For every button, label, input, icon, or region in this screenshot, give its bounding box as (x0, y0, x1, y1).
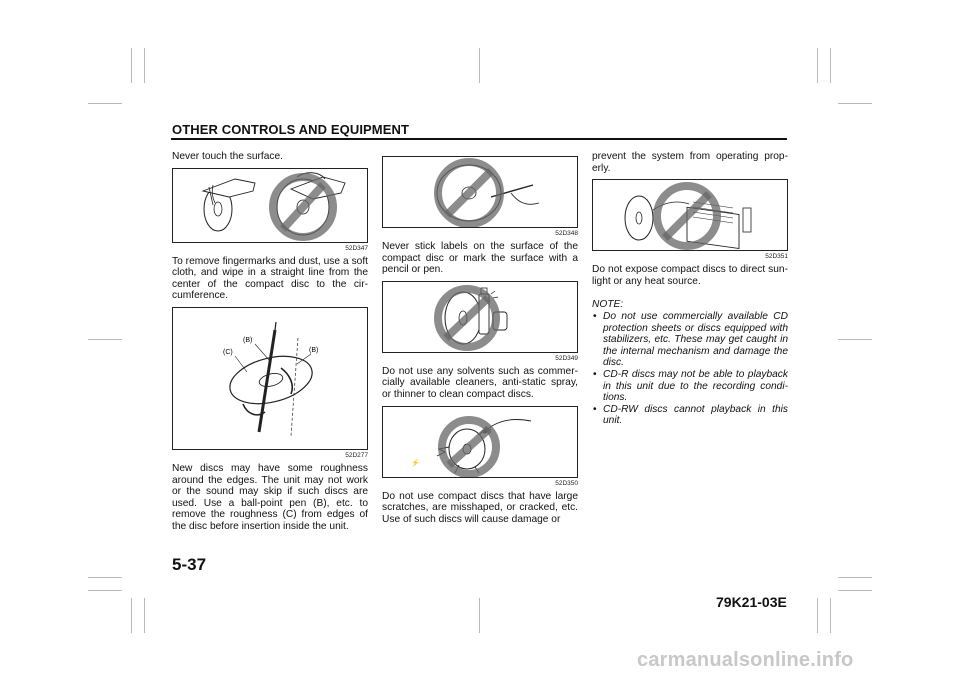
list-item: • Do not use commercially available CD protection sheets or discs equipped with stabilizers, etc. These may get caught in the internal mechanism and damage the disc. (592, 311, 788, 369)
paragraph: Do not use compact discs that have large scratches, are misshaped, or cracked, etc. Use of such discs will cause damage or (382, 490, 578, 525)
label-b-right: (B) (309, 346, 319, 354)
cracked-disc-illustration (383, 407, 577, 477)
crop-mark (838, 339, 872, 340)
column-1 (172, 151, 368, 533)
crop-mark (144, 598, 145, 633)
disc-solvent-illustration (383, 282, 577, 352)
figure-no-sunlight (592, 179, 788, 251)
disc-heat-illustration (593, 180, 787, 250)
figure-code: 52D351 (765, 253, 788, 261)
note-block (592, 299, 788, 427)
figure-code: 52D277 (345, 451, 368, 459)
paragraph: Do not use any solvents such as commer-cially available cleaners, anti-static spray, or thinner to clean compact discs. (382, 365, 578, 400)
crop-mark (88, 590, 122, 591)
column-3 (592, 151, 788, 427)
paragraph: New discs may have some roughness around the edges. The unit may not work or the sound may skip if such discs are used. Use a ball-point pen (B), etc. to remove the roughness (C) from edges of the disc before insertion inside the unit. (172, 462, 368, 532)
figure-code: 52D350 (555, 479, 578, 487)
paragraph: prevent the system from operating prop-erly. (592, 151, 788, 174)
cd-handling-illustration (173, 169, 367, 242)
figure-damaged-discs (382, 406, 578, 478)
figure-no-solvents (382, 281, 578, 353)
crop-mark (830, 48, 831, 83)
document-code: 79K21-03E (716, 594, 787, 610)
paragraph: Never stick labels on the surface of the compact disc or mark the surface with a pencil or pen. (382, 241, 578, 276)
column-2 (382, 156, 578, 525)
figure-code: 52D347 (345, 244, 368, 252)
figure-code: 52D349 (555, 354, 578, 362)
label-c: (C) (223, 348, 233, 356)
scratch-mark-icon: ⚡ (411, 459, 420, 467)
page-number: 5-37 (172, 555, 207, 574)
crop-mark (131, 48, 132, 83)
disc-pen-illustration (173, 308, 367, 449)
note-heading: NOTE: (592, 299, 624, 311)
crop-mark (830, 598, 831, 633)
header-divider (171, 138, 787, 140)
figure-no-labels (382, 156, 578, 228)
list-item: • CD-R discs may not be able to playback in this unit due to the recording condi-tions. (592, 369, 788, 404)
paragraph: To remove fingermarks and dust, use a soft cloth, and wipe in a straight line from the center of the compact disc to the cir-cumference. (172, 255, 368, 302)
crop-mark (817, 598, 818, 633)
figure-code: 52D348 (555, 230, 578, 237)
crop-mark (838, 103, 872, 104)
crop-mark (838, 590, 872, 591)
list-item: • CD-RW discs cannot playback in this unit. (592, 404, 788, 427)
crop-mark (144, 48, 145, 83)
crop-mark (838, 577, 872, 578)
crop-mark (88, 339, 122, 340)
figure-remove-roughness (172, 307, 368, 450)
crop-mark (479, 598, 480, 633)
crop-mark (817, 48, 818, 83)
disc-pencil-illustration (383, 157, 577, 227)
crop-mark (88, 103, 122, 104)
figure-dont-touch-surface (172, 168, 368, 243)
paragraph: Do not expose compact discs to direct sun-light or any heat source. (592, 264, 788, 287)
section-title: OTHER CONTROLS AND EQUIPMENT (172, 122, 410, 137)
crop-mark (479, 48, 480, 83)
crop-mark (131, 598, 132, 633)
watermark: carmanualsonline.info (637, 649, 854, 671)
note-list (592, 311, 788, 427)
label-b-left: (B) (243, 336, 253, 344)
crop-mark (88, 577, 122, 578)
paragraph: Never touch the surface. (172, 151, 283, 162)
